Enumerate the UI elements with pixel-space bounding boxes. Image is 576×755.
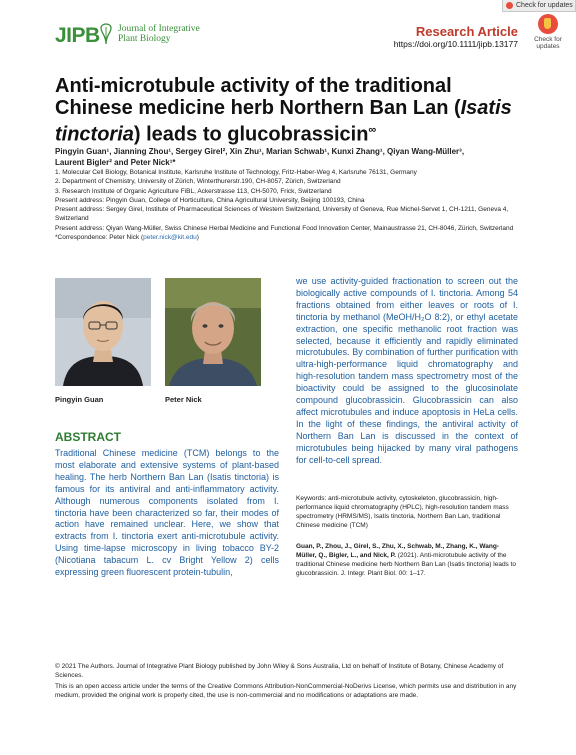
doi-link[interactable]: https://doi.org/10.1111/jipb.13177 <box>393 39 518 49</box>
title-italic: Isatis tinctoria <box>55 97 512 146</box>
article-type: Research Article <box>415 24 518 39</box>
present-address-3: Present address: Qiyan Wang-Müller, Swiss Chinese Herbal Medicine and Functional Food Innovation Center, Mainaustrasse 21, CH-8046, Zürich, Switzerland <box>55 224 514 232</box>
title-part2: ) leads to glucobrassicin <box>133 123 369 146</box>
affiliation-1: 1. Molecular Cell Biology, Botanical Institute, Karlsruhe Institute of Technology, Fritz-Haber-Weg 4, Karlsruhe 76131, Germany <box>55 169 417 176</box>
author-photo-peter-nick <box>165 278 261 386</box>
title-part1: Anti-microtubule activity of the traditional Chinese medicine herb Northern Ban Lan ( <box>55 75 461 119</box>
affiliation-3: 3. Research Institute of Organic Agriculture FiBL, Ackerstrasse 113, CH-5070, Frick, Switzerland <box>55 187 332 195</box>
crossmark-icon <box>506 2 513 9</box>
present-address-2: Present address: Sergey Girel, Institute of Pharmaceutical Sciences of Western Switzerland, University of Geneva, Rue Michel-Servet 1, CH-1211, Geneva 4, Switzerland <box>55 206 509 223</box>
check-updates-badge-line1: Check for <box>534 36 562 43</box>
correspondence-suffix: ) <box>196 234 199 242</box>
journal-name-line2: Plant Biology <box>118 34 171 44</box>
license-footer <box>55 662 525 702</box>
crossmark-badge-icon <box>538 14 558 34</box>
author-line-2: Laurent Bigler² and Peter Nick¹* <box>55 158 176 167</box>
correspondence-email-link[interactable]: peter.nick@kit.edu <box>143 234 197 242</box>
affiliation-2: 2. Department of Chemistry, University of Zürich, Winterthurerstr.190, CH-8057, Zürich, Switzerland <box>55 178 341 186</box>
affiliations <box>55 168 525 242</box>
journal-name-line1: Journal of Integrative <box>118 24 200 34</box>
license-notice: This is an open access article under the terms of the Creative Commons Attribution-NonCommercial-NoDerivs License, which permits use and distribution in any medium, provided the original work is properly cited, the use is non-commercial and no modifications or adaptations are made. <box>55 683 517 699</box>
correspondence <box>55 233 525 242</box>
leaf-icon <box>99 23 113 45</box>
photo-caption-2: Peter Nick <box>165 395 202 404</box>
author-list <box>55 146 525 168</box>
check-updates-badge-text <box>530 36 566 50</box>
abstract-text-left: Traditional Chinese medicine (TCM) belongs to the most elaborate and extensive systems of plant-based healing. The herb Northern Ban Lan (Isatis tinctoria) is famous for its antiviral and anti-inflammatory activity. Although numerous components isolated from I. tinctoria have been characterized so far, their modes of action have remained unclear. Here, we show that extracts from I. tinctoria exert anti-microtubule activity. Using time-lapse microscopy in living tobacco BY-2 (Nicotiana tabacum L. cv Bright Yellow 2) cells expressing green fluorescent protein-tubulin, <box>55 448 279 578</box>
abstract-heading: ABSTRACT <box>55 430 121 444</box>
present-address-1: Present address: Pingyin Guan, College of Horticulture, China Agricultural University, Beijing 100193, China <box>55 196 365 204</box>
article-title <box>55 75 535 146</box>
abstract-text-right: we use activity-guided fractionation to screen out the biologically active compounds of I. tinctoria. Among 54 fractions obtained from either leaves or roots of I. tinctoria by methanol (MeOH/H₂O 8:2), or ethyl acetate extraction, one specific methanolic root fraction was selected, because it efficiently and rapidly eliminated microtubules. By combination of further purification with ultra-high-performance liquid chromatography and high-resolution tandem mass spectrometry most of the bioactivity could be assigned to the glucosinolate compound glucobrassicin. Glucobrassicin can also affect microtubules and induce apoptosis in HeLa cells. In the light of these findings, the antiviral activity of Northern Ban Lan is discussed in the context of microtubules being hijacked by many viral pathogens for cell-to-cell spread. <box>296 276 518 465</box>
check-updates-tab-label: Check for updates <box>516 2 573 9</box>
copyright-notice: © 2021 The Authors. Journal of Integrative Plant Biology published by John Wiley & Sons Australia, Ltd on behalf of Institute of Botany, Chinese Academy of Sciences. <box>55 663 504 679</box>
citation-details: (2021). Anti-microtubule activity of the traditional Chinese medicine herb Northern Ban Lan (Isatis tinctoria) leads to glucobrassicin. J. Integr. Plant Biol. 00: 1–17. <box>296 552 517 577</box>
correspondence-prefix: *Correspondence: Peter Nick ( <box>55 234 144 242</box>
citation-authors: Guan, P., Zhou, J., Girel, S., Zhu, X., Schwab, M., Zhang, K., Wang-Müller, Q., Bigler, L., and Nick, P. <box>296 543 499 559</box>
journal-name <box>118 24 200 44</box>
check-updates-tab[interactable] <box>502 0 576 12</box>
keywords: Keywords: anti-microtubule activity, cytoskeleton, glucobrassicin, high-performance liquid chromatography (HPLC), high-resolution tandem mass spectrometry (HRMS/MS), Isatis tinctoria, Northern Ban Lan, traditional Chinese medicine (TCM) <box>296 495 509 529</box>
check-updates-badge-line2: updates <box>536 43 560 50</box>
check-updates-badge[interactable] <box>530 14 566 56</box>
citation <box>296 542 518 578</box>
title-sup: ∞ <box>368 124 377 136</box>
journal-logo: JIPB <box>55 24 100 47</box>
photo-caption-1: Pingyin Guan <box>55 395 104 404</box>
author-line-1: Pingyin Guan¹, Jianning Zhou¹, Sergey Girel², Xin Zhu¹, Marian Schwab¹, Kunxi Zhang¹, Qiyan Wang-Müller³, <box>55 147 465 156</box>
author-photo-pingyin-guan <box>55 278 151 386</box>
